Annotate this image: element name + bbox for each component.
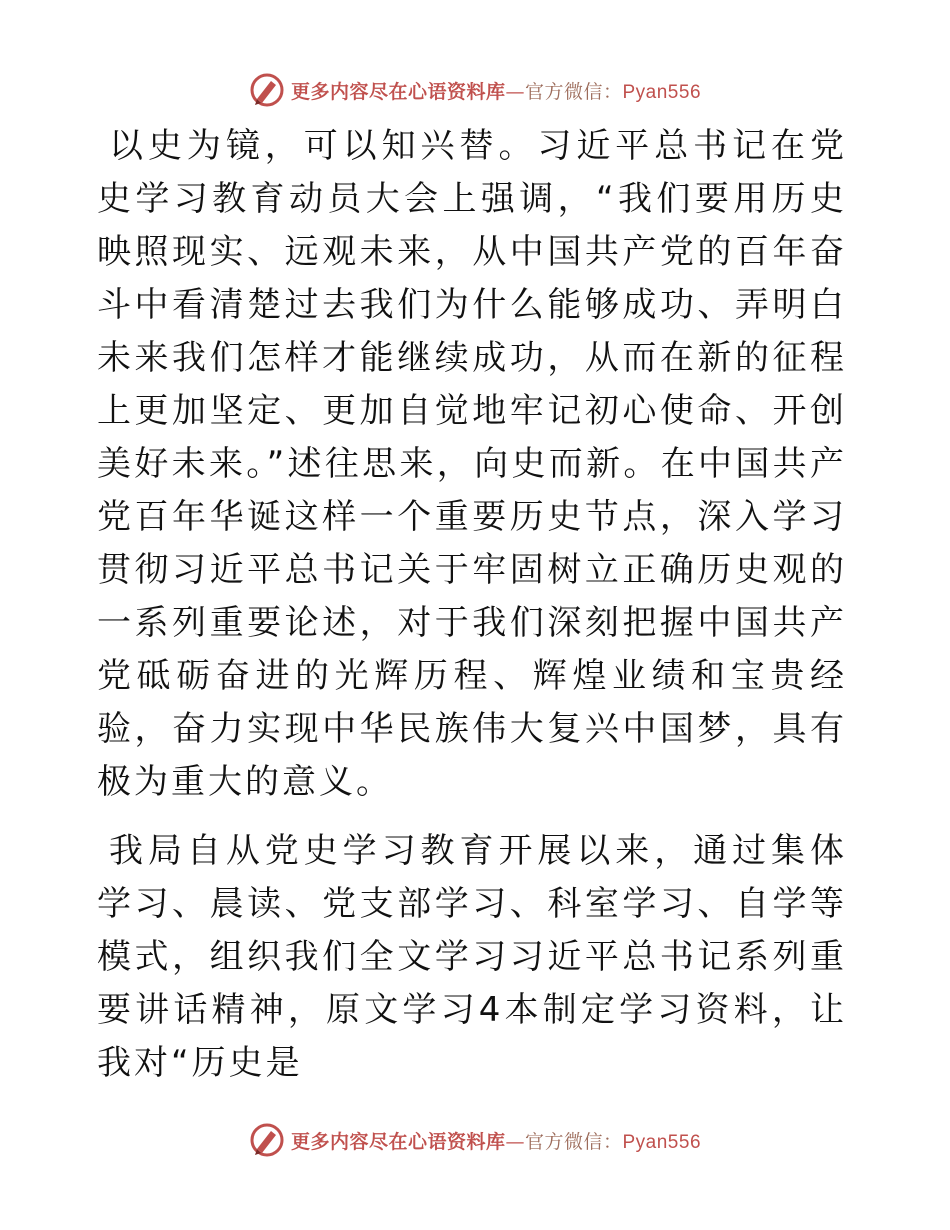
watermark-official: 官方微信： bbox=[524, 1130, 623, 1153]
document-body bbox=[97, 120, 847, 1090]
paragraph-2: 我局自从党史学习教育开展以来，通过集体学习、晨读、党支部学习、科室学习、自学等模式，组织我们全文学习习近平总书记系列重要讲话精神，原文学习4本制定学习资料，让我对“历史是 bbox=[97, 831, 847, 1083]
watermark-text bbox=[291, 77, 701, 104]
pen-logo-icon bbox=[249, 72, 285, 108]
footer-watermark bbox=[0, 1120, 950, 1160]
watermark-account: Pyan556 bbox=[622, 81, 702, 103]
paragraph-1: 以史为镜，可以知兴替。习近平总书记在党史学习教育动员大会上强调，“我们要用历史映照现实、远观未来，从中国共产党的百年奋斗中看清楚过去我们为什么能够成功、弄明白未来我们怎样才能继续成功，从而在新的征程上更加坚定、更加自觉地牢记初心使命、开创美好未来。”述往思来，向史而新。在中国共产党百年华诞这样一个重要历史节点，深入学习贯彻习近平总书记关于牢固树立正确历史观的一系列重要论述，对于我们深刻把握中国共产党砥砺奋进的光辉历程、辉煌业绩和宝贵经验，奋力实现中华民族伟大复兴中国梦，具有极为重大的意义。 bbox=[97, 126, 847, 802]
watermark-site: 更多内容尽在心语资料库 bbox=[290, 80, 506, 103]
watermark-separator: — bbox=[505, 1130, 525, 1153]
pen-logo-icon bbox=[249, 1122, 285, 1158]
watermark-account: Pyan556 bbox=[622, 1131, 702, 1153]
watermark-text bbox=[291, 1127, 701, 1154]
watermark-site: 更多内容尽在心语资料库 bbox=[290, 1130, 506, 1153]
header-watermark bbox=[0, 70, 950, 110]
watermark-official: 官方微信： bbox=[524, 80, 623, 103]
watermark-separator: — bbox=[505, 80, 525, 103]
